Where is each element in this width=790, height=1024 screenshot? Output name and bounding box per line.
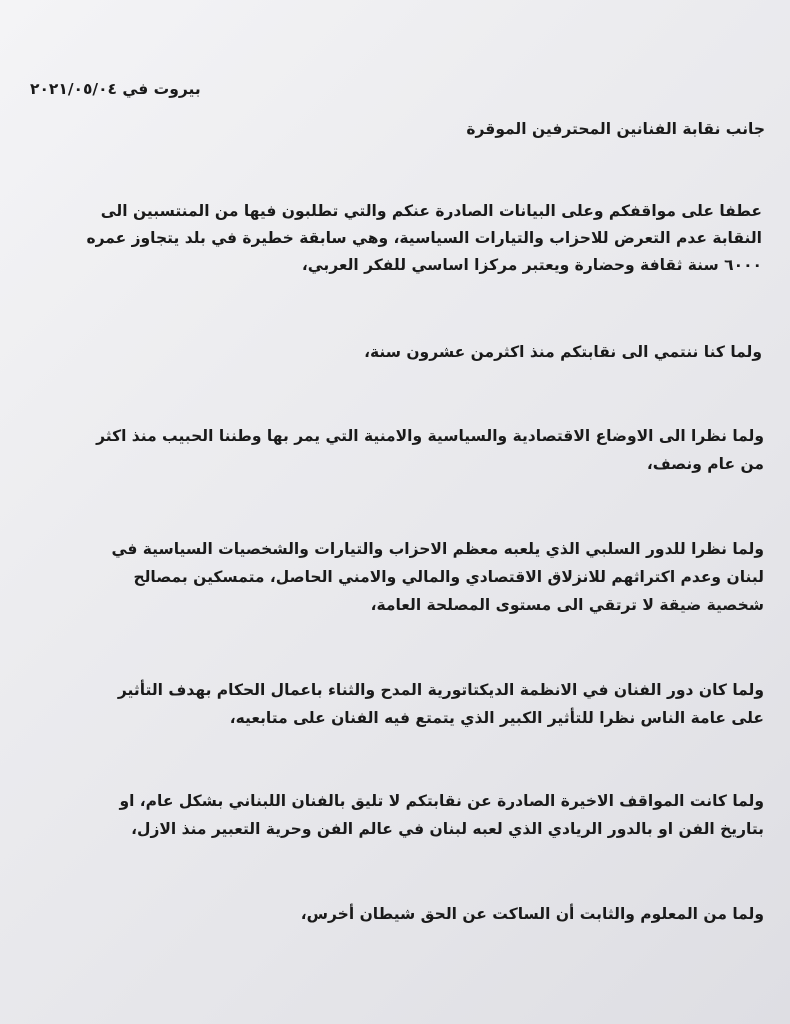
paragraph-2-line-1: ولما كنا ننتمي الى نقابتكم منذ اكثرمن عشرون سنة،	[364, 343, 762, 361]
addressee-line: جانب نقابة الفنانين المحترفين الموقرة	[466, 120, 765, 138]
paragraph-1-line-1: عطفا على مواقفكم وعلى البيانات الصادرة عنكم والتي تطلبون فيها من المنتسبين الى	[100, 202, 762, 220]
paragraph-1-line-3: ٦٠٠٠ سنة ثقافة وحضارة ويعتبر مركزا اساسي للفكر العربي،	[301, 256, 762, 274]
paragraph-1-line-2: النقابة عدم التعرض للاحزاب والتيارات السياسية، وهي سابقة خطيرة في بلد يتجاوز عمره	[86, 229, 762, 247]
paragraph-4-line-2: لبنان وعدم اكتراثهم للانزلاق الاقتصادي والمالي والامني الحاصل، متمسكين بمصالح	[133, 568, 764, 586]
paragraph-4-line-1: ولما نظرا للدور السلبي الذي يلعبه معظم الاحزاب والتيارات والشخصيات السياسية في	[111, 540, 764, 558]
paragraph-5-line-2: على عامة الناس نظرا للتأثير الكبير الذي يتمتع فيه الفنان على متابعيه،	[229, 709, 764, 727]
paragraph-3-line-1: ولما نظرا الى الاوضاع الاقتصادية والسياسية والامنية التي يمر بها وطننا الحبيب منذ اكثر	[96, 427, 764, 445]
paragraph-6-line-2: بتاريخ الفن او بالدور الريادي الذي لعبه لبنان في عالم الفن وحرية التعبير منذ الازل،	[131, 820, 764, 838]
paragraph-7-line-1: ولما من المعلوم والثابت أن الساكت عن الحق شيطان أخرس،	[300, 905, 764, 923]
paragraph-3-line-2: من عام ونصف،	[646, 455, 764, 473]
paragraph-5-line-1: ولما كان دور الفنان في الانظمة الديكتاتورية المدح والثناء باعمال الحكام بهدف التأثير	[117, 681, 764, 699]
paragraph-6-line-1: ولما كانت المواقف الاخيرة الصادرة عن نقابتكم لا تليق بالفنان اللبناني بشكل عام، او	[119, 792, 764, 810]
date-line: بيروت في ٢٠٢١/٠٥/٠٤	[30, 80, 201, 98]
paragraph-4-line-3: شخصية ضيقة لا ترتقي الى مستوى المصلحة العامة،	[370, 596, 764, 614]
